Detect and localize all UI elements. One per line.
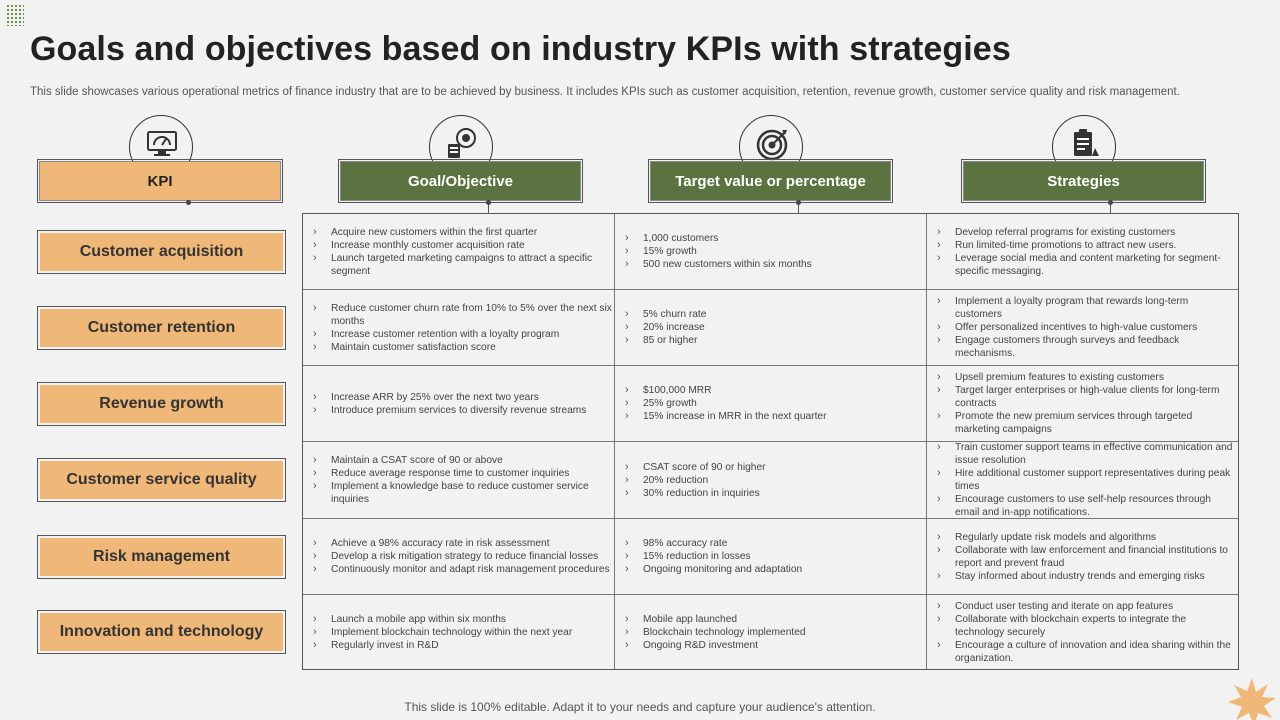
target-value-header: Target value or percentage [651,162,890,200]
target-item: › 20% reduction [643,474,924,487]
strategy-item: › Target larger enterprises or high-value clients for long-term contracts [955,384,1237,410]
strategy-item: › Conduct user testing and iterate on app features [955,600,1237,613]
table-row [303,442,1238,519]
strategy-item: › Implement a loyalty program that rewards long-term customers [955,295,1237,321]
kpi-label: Customer retention [40,309,283,347]
strategy-item: › Collaborate with law enforcement and financial institutions to report and prevent fraud [955,544,1237,570]
goal-item: › Increase ARR by 25% over the next two years [331,391,612,404]
goal-item: › Increase customer retention with a loyalty program [331,328,612,341]
connector-dot [486,200,491,205]
goal-item: › Continuously monitor and adapt risk management procedures [331,563,612,576]
strategy-item: › Offer personalized incentives to high-value customers [955,321,1237,334]
goal-item: › Launch targeted marketing campaigns to attract a specific segment [331,252,612,278]
target-item: › 30% reduction in inquiries [643,487,924,500]
kpi-strategy-table [302,213,1239,670]
target-item: › Blockchain technology implemented [643,626,924,639]
starburst-icon [1226,676,1278,720]
table-row [303,214,1238,290]
page-title: Goals and objectives based on industry KPIs with strategies [30,30,1011,68]
goal-item: › Increase monthly customer acquisition rate [331,239,612,252]
table-row [303,519,1238,595]
kpi-label: Customer service quality [40,461,283,499]
goal-item: › Launch a mobile app within six months [331,613,612,626]
target-item: › $100,000 MRR [643,384,924,397]
target-cell [615,214,927,289]
target-cell [615,519,927,594]
target-item: › Ongoing R&D investment [643,639,924,652]
target-item: › 85 or higher [643,334,924,347]
target-cell [615,595,927,669]
goal-item: › Reduce average response time to customer inquiries [331,467,612,480]
goal-item: › Introduce premium services to diversify revenue streams [331,404,612,417]
goal-cell [303,595,615,669]
goal-cell [303,442,615,518]
target-cell [615,442,927,518]
goal-item: › Develop a risk mitigation strategy to reduce financial losses [331,550,612,563]
goal-item: › Implement a knowledge base to reduce customer service inquiries [331,480,612,506]
connector-dot [1108,200,1113,205]
strategy-cell [927,519,1239,594]
kpi-header: KPI [40,162,280,200]
goal-item: › Maintain a CSAT score of 90 or above [331,454,612,467]
kpi-label: Risk management [40,538,283,576]
target-item: › CSAT score of 90 or higher [643,461,924,474]
goal-item: › Maintain customer satisfaction score [331,341,612,354]
footer-note: This slide is 100% editable. Adapt it to your needs and capture your audience's attention. [404,700,876,714]
strategy-item: › Upsell premium features to existing customers [955,371,1237,384]
target-item: › 500 new customers within six months [643,258,924,271]
decorative-dot-grid [6,4,24,26]
goal-cell [303,214,615,289]
goal-item: › Implement blockchain technology within the next year [331,626,612,639]
strategy-item: › Hire additional customer support representatives during peak times [955,467,1237,493]
target-item: › 5% churn rate [643,308,924,321]
goal-item: › Regularly invest in R&D [331,639,612,652]
table-row [303,290,1238,366]
goal-cell [303,366,615,441]
strategy-item: › Collaborate with blockchain experts to integrate the technology securely [955,613,1237,639]
strategy-item: › Run limited-time promotions to attract new users. [955,239,1237,252]
goal-cell [303,290,615,365]
goal-item: › Acquire new customers within the first quarter [331,226,612,239]
strategy-cell [927,442,1239,518]
goal-item: › Achieve a 98% accuracy rate in risk assessment [331,537,612,550]
strategy-item: › Encourage customers to use self-help resources through email and in-app notifications. [955,493,1237,519]
strategy-item: › Leverage social media and content marketing for segment-specific messaging. [955,252,1237,278]
target-item: › 1,000 customers [643,232,924,245]
strategy-item: › Engage customers through surveys and feedback mechanisms. [955,334,1237,360]
goal-objective-header: Goal/Objective [341,162,580,200]
kpi-label: Revenue growth [40,385,283,423]
target-item: › Mobile app launched [643,613,924,626]
strategy-item: › Promote the new premium services through targeted marketing campaigns [955,410,1237,436]
target-item: › 15% increase in MRR in the next quarter [643,410,924,423]
target-item: › 15% growth [643,245,924,258]
strategies-header: Strategies [964,162,1203,200]
strategy-item: › Develop referral programs for existing customers [955,226,1237,239]
strategy-cell [927,290,1239,365]
target-item: › 25% growth [643,397,924,410]
connector-dot [796,200,801,205]
strategy-cell [927,366,1239,441]
goal-item: › Reduce customer churn rate from 10% to 5% over the next six months [331,302,612,328]
strategy-cell [927,214,1239,289]
strategy-item: › Stay informed about industry trends and emerging risks [955,570,1237,583]
goal-cell [303,519,615,594]
table-row [303,366,1238,442]
kpi-label: Customer acquisition [40,233,283,271]
page-subtitle: This slide showcases various operational metrics of finance industry that are to be achieved by business. It includes KPIs such as customer acquisition, retention, revenue growth, customer service quality and risk management. [30,86,1180,98]
table-row [303,595,1238,669]
target-item: › Ongoing monitoring and adaptation [643,563,924,576]
target-cell [615,290,927,365]
target-item: › 15% reduction in losses [643,550,924,563]
strategy-item: › Regularly update risk models and algorithms [955,531,1237,544]
strategy-cell [927,595,1239,669]
kpi-label: Innovation and technology [40,613,283,651]
target-item: › 20% increase [643,321,924,334]
strategy-item: › Encourage a culture of innovation and idea sharing within the organization. [955,639,1237,665]
connector-dot [186,200,191,205]
target-cell [615,366,927,441]
target-item: › 98% accuracy rate [643,537,924,550]
strategy-item: › Train customer support teams in effective communication and issue resolution [955,441,1237,467]
